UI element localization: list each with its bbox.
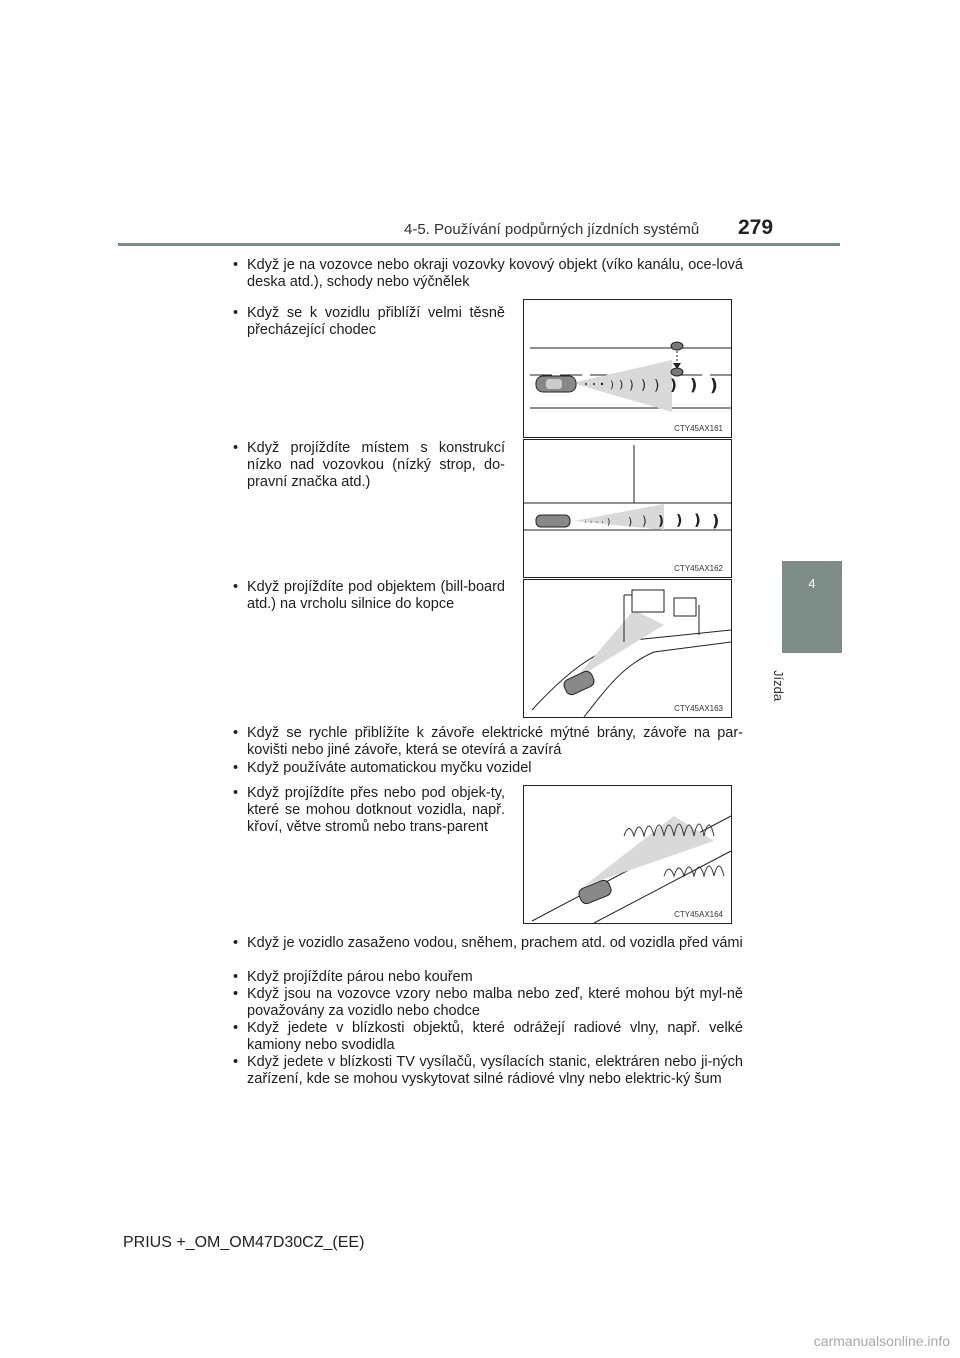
svg-text:): ) [676, 513, 683, 529]
bullet-item: • Když jedete v blízkosti TV vysílačů, vysílacích stanic, elektráren nebo ji-ných zařízení, kde se mohou vyskytovat silné rádiové vlny nebo elektric-ký šum [247, 1054, 743, 1088]
bullet-item: • Když projíždíte pod objektem (bill-board atd.) na vrcholu silnice do kopce [247, 579, 505, 613]
svg-text:): ) [654, 378, 660, 394]
page-number: 279 [738, 216, 774, 239]
billboard-illustration [524, 580, 731, 717]
bullet-item: • Když projíždíte místem s konstrukcí nízko nad vozovkou (nízký strop, do-pravní značka atd.) [247, 440, 505, 491]
figure-code: CTY45AX164 [674, 910, 723, 919]
bullet-item: • Když je na vozovce nebo okraji vozovky kovový objekt (víko kanálu, oce-lová deska atd.), schody nebo výčnělek [247, 257, 743, 291]
bullet-item: • Když používáte automatickou myčku vozidel [247, 760, 743, 777]
figure-code: CTY45AX162 [674, 564, 723, 573]
chapter-label: Jízda [771, 670, 786, 702]
svg-text:): ) [710, 376, 718, 396]
svg-text:): ) [670, 376, 677, 394]
bushes-illustration [524, 786, 731, 923]
svg-text:): ) [641, 378, 647, 393]
bullet-item: • Když se rychle přiblížíte k závoře elektrické mýtné brány, závoře na par-kovišti nebo jiné závoře, která se otevírá a zavírá [247, 725, 743, 759]
figure-code: CTY45AX161 [674, 424, 723, 433]
svg-text:): ) [712, 511, 720, 530]
svg-text:): ) [619, 378, 624, 391]
header-rule [118, 243, 840, 246]
svg-text:): ) [690, 375, 698, 394]
figure-low-structure [523, 439, 732, 578]
svg-text:): ) [694, 511, 701, 529]
bullet-item: • Když projíždíte párou nebo kouřem [247, 969, 743, 986]
svg-text:): ) [629, 378, 634, 392]
svg-text:): ) [610, 380, 614, 391]
chapter-label-box [771, 628, 810, 702]
bullet-item: • Když je vozidlo zasaženo vodou, sněhem, prachem atd. od vozidla před vámi [247, 935, 743, 952]
chapter-number: 4 [808, 576, 816, 591]
document-footer: PRIUS +_OM_OM47D30CZ_(EE) [123, 1234, 365, 1251]
figure-code: CTY45AX163 [674, 704, 723, 713]
low-structure-illustration [524, 440, 731, 577]
bullet-item: • Když jsou na vozovce vzory nebo malba nebo zeď, které mohou být myl-ně považovány za vozidlo nebo chodce [247, 986, 743, 1020]
svg-text:): ) [642, 514, 647, 528]
watermark: carmanualsonline.info [813, 1333, 950, 1349]
figure-bushes [523, 785, 732, 924]
svg-text:): ) [628, 515, 633, 528]
bullet-item: • Když jedete v blízkosti objektů, které odrážejí radiové vlny, např. velké kamiony nebo svodidla [247, 1020, 743, 1054]
figure-pedestrian [523, 299, 732, 438]
pedestrian-illustration [524, 300, 731, 437]
section-title: 4-5. Používání podpůrných jízdních systémů [404, 221, 700, 238]
figure-billboard [523, 579, 732, 718]
svg-text:· · · · ): · · · · ) [584, 518, 611, 528]
bullet-item: • Když se k vozidlu přiblíží velmi těsně přecházející chodec [247, 305, 505, 339]
bullet-item: • Když projíždíte přes nebo pod objek-ty, které se mohou dotknout vozidla, např. křoví, větve stromů nebo trans-parent [247, 785, 505, 836]
svg-text:): ) [658, 514, 664, 529]
